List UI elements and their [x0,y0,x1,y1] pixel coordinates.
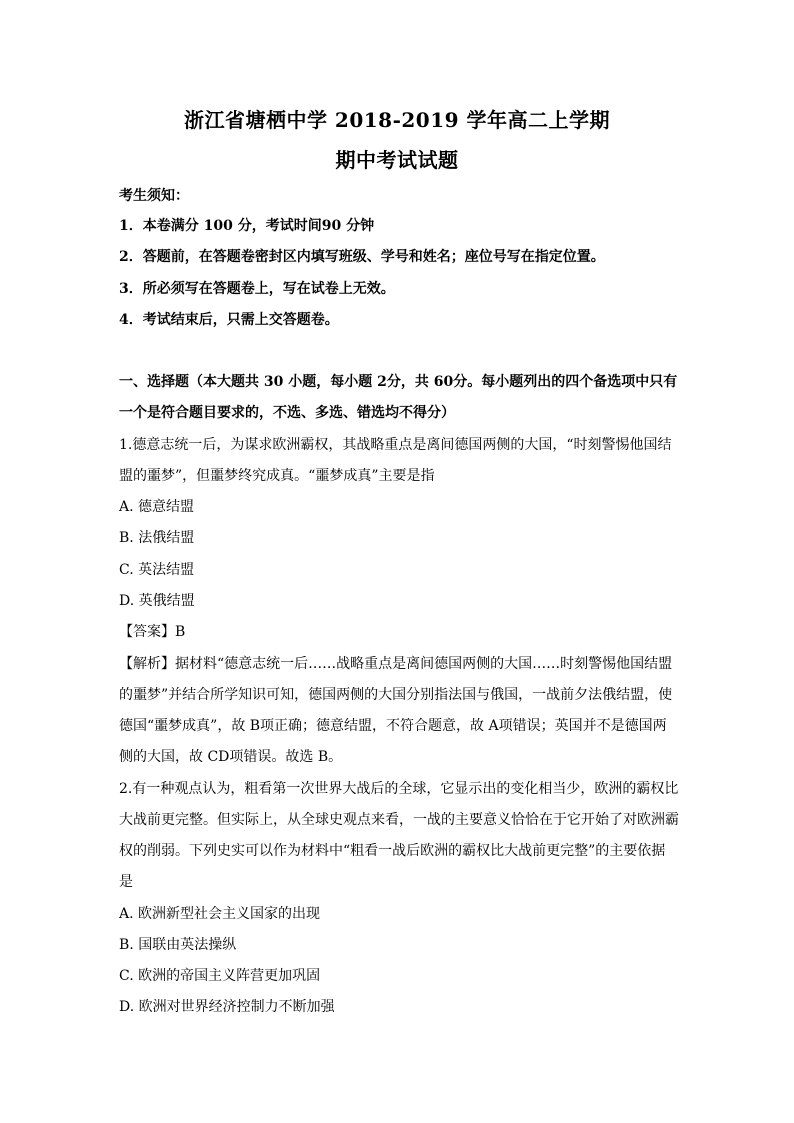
notice-item: 3．所必须写在答题卷上，写在试卷上无效。 [119,281,395,297]
option: C. 欧洲的帝国主义阵营更加巩固 [119,968,321,984]
notice-item: 1．本卷满分 100 分，考试时间90 分钟 [119,218,375,234]
notice-item: 4．考试结束后，只需上交答题卷。 [119,312,339,328]
question-stem: 1.德意志统一后，为谋求欧洲霸权，其战略重点是离间德国两侧的大国，“时刻警惕他国结 [119,437,672,453]
option: D. 欧洲对世界经济控制力不断加强 [119,999,335,1015]
question-stem: 是 [119,874,133,890]
option: A. 欧洲新型社会主义国家的出现 [119,906,321,922]
option: D. 英俄结盟 [119,593,195,609]
analysis: 的噩梦”并结合所学知识可知，德国两侧的大国分别指法国与俄国，一战前夕法俄结盟，使 [119,687,673,703]
document-subtitle: 期中考试试题 [335,148,459,172]
question-stem: 权的削弱。下列史实可以作为材料中“粗看一战后欧洲的霸权比大战前更完整”的主要依据 [119,843,666,859]
option: B. 国联由英法操纵 [119,937,237,953]
question-stem: 大战前更完整。但实际上，从全球史观点来看，一战的主要意义恰恰在于它开始了对欧洲霸 [119,812,679,828]
section-heading: 一个是符合题目要求的，不选、多选、错选均不得分） [119,405,455,421]
document-title: 浙江省塘栖中学 2018-2019 学年高二上学期 [183,108,611,132]
answer: 【答案】B [119,624,186,640]
analysis: 侧的大国，故 CD项错误。故选 B。 [119,749,343,765]
analysis: 【解析】据材料“德意志统一后……战略重点是离间德国两侧的大国……时刻警惕他国结盟 [119,656,673,672]
analysis: 德国“噩梦成真”，故 B项正确；德意结盟，不符合题意，故 A项错误；英国并不是德国两 [119,718,667,734]
question-stem: 盟的噩梦”，但噩梦终究成真。“噩梦成真”主要是指 [119,468,435,484]
option: C. 英法结盟 [119,562,195,578]
question-stem: 2.有一种观点认为，粗看第一次世界大战后的全球，它显示出的变化相当少，欧洲的霸权比 [119,781,679,797]
option: B. 法俄结盟 [119,530,195,546]
notice-item: 2．答题前，在答题卷密封区内填写班级、学号和姓名；座位号写在指定位置。 [119,249,605,265]
notice-heading: 考生须知： [119,188,189,204]
option: A. 德意结盟 [119,499,195,515]
section-heading: 一、选择题（本大题共 30 小题，每小题 2分，共 60分。每小题列出的四个备选项中只有 [119,374,678,390]
